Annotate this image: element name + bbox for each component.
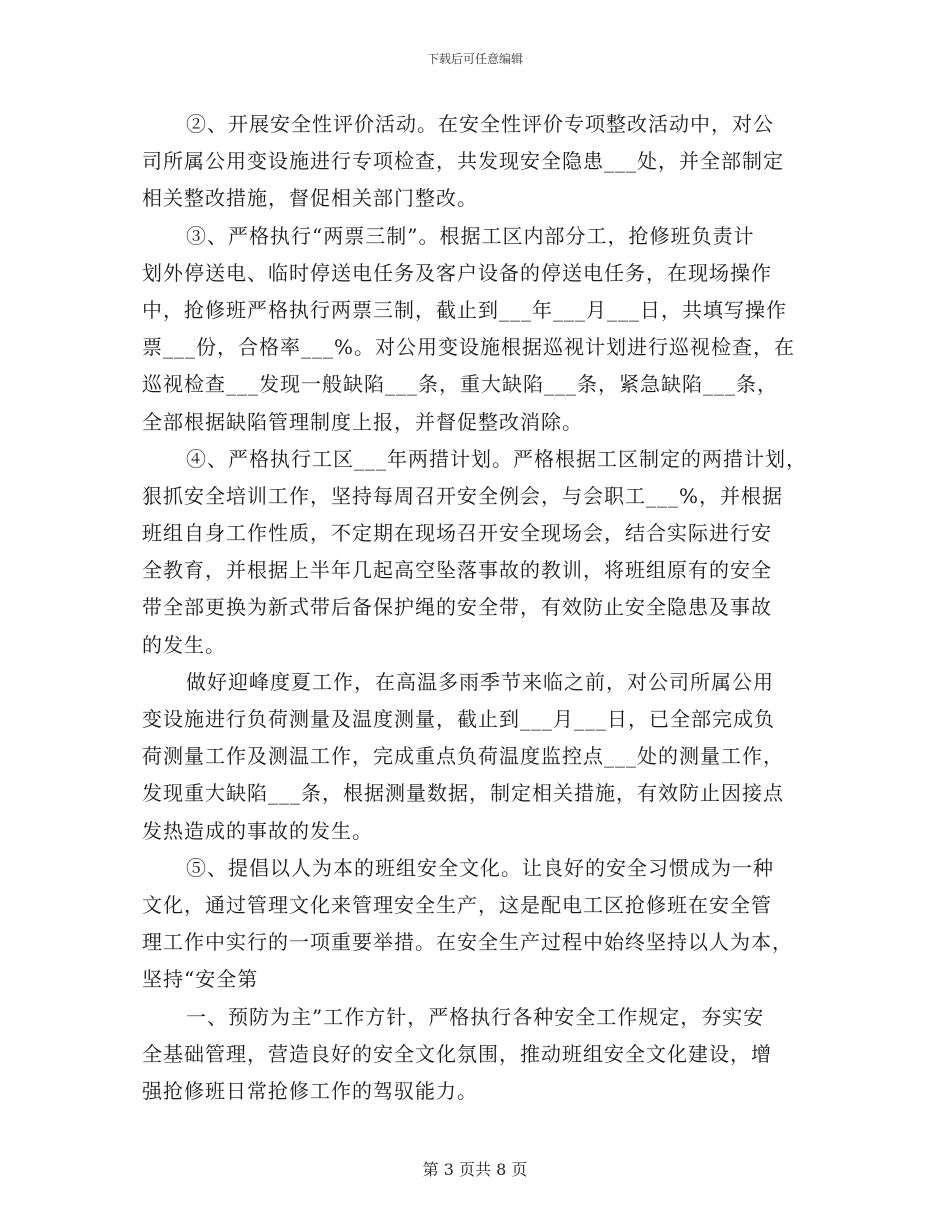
text-line: 做好迎峰度夏工作，在高温多雨季节来临之前，对公司所属公用 — [186, 669, 774, 694]
paragraph-summer — [142, 664, 822, 850]
text-line: 荷测量工作及测温工作，完成重点负荷温度监控点___处的测量工作， — [142, 744, 784, 769]
text-line: 中，抢修班严格执行两票三制，截止到___年___月___日，共填写操作 — [142, 297, 787, 322]
paragraph-4 — [142, 441, 822, 664]
text-line: 班组自身工作性质，不定期在现场召开安全现场会，结合实际进行安 — [142, 521, 772, 546]
text-line: 划外停送电、临时停送电任务及客户设备的停送电任务，在现场操作 — [142, 260, 772, 285]
text-line: 的发生。 — [142, 632, 226, 657]
text-line: 相关整改措施，督促相关部门整改。 — [142, 186, 478, 211]
text-line: 强抢修班日常抢修工作的驾驭能力。 — [142, 1078, 478, 1103]
text-line: ④、严格执行工区___年两措计划。严格根据工区制定的两措计划， — [186, 446, 807, 471]
text-line: 带全部更换为新式带后备保护绳的安全带，有效防止安全隐患及事故 — [142, 595, 772, 620]
text-line: ⑤、提倡以人为本的班组安全文化。让良好的安全习惯成为一种 — [186, 855, 774, 880]
text-line: 全教育，并根据上半年几起高空坠落事故的教训，将班组原有的安全 — [142, 558, 772, 583]
text-line: 一、预防为主”工作方针，严格执行各种安全工作规定，夯实安 — [186, 1004, 765, 1029]
paragraph-policy — [142, 999, 822, 1111]
text-line: 全部根据缺陷管理制度上报，并督促整改消除。 — [142, 409, 583, 434]
text-line: ③、严格执行“两票三制”。根据工区内部分工，抢修班负责计 — [186, 223, 755, 248]
page-number: 第 3 页共 8 页 — [422, 1160, 528, 1179]
text-line: 巡视检查___发现一般缺陷___条，重大缺陷___条，紧急缺陷___条， — [142, 372, 778, 397]
text-line: 司所属公用变设施进行专项检查，共发现安全隐患___处，并全部制定 — [142, 149, 784, 174]
paragraph-3 — [142, 218, 822, 441]
paragraph-2 — [142, 106, 822, 218]
text-line: 文化，通过管理文化来管理安全生产，这是配电工区抢修班在安全管 — [142, 892, 772, 917]
text-line: 理工作中实行的一项重要举措。在安全生产过程中始终坚持以人为本， — [142, 930, 793, 955]
page-header: 下载后可任意编辑 — [426, 52, 523, 66]
text-line: 发现重大缺陷___条，根据测量数据，制定相关措施，有效防止因接点 — [142, 781, 784, 806]
text-line: 发热造成的事故的发生。 — [142, 818, 373, 843]
paragraph-5 — [142, 850, 822, 999]
text-line: 坚持“安全第 — [142, 967, 259, 992]
document-body — [142, 106, 822, 1110]
text-line: 全基础管理，营造良好的安全文化氛围，推动班组安全文化建设，增 — [142, 1041, 772, 1066]
text-line: 狠抓安全培训工作，坚持每周召开安全例会，与会职工___%，并根据 — [142, 483, 784, 508]
text-line: 变设施进行负荷测量及温度测量，截止到___月___日，已全部完成负 — [142, 707, 775, 731]
text-line: ②、开展安全性评价活动。在安全性评价专项整改活动中，对公 — [186, 112, 774, 136]
text-line: 票___份，合格率___%。对公用变设施根据巡视计划进行巡视检查，在 — [142, 335, 796, 360]
